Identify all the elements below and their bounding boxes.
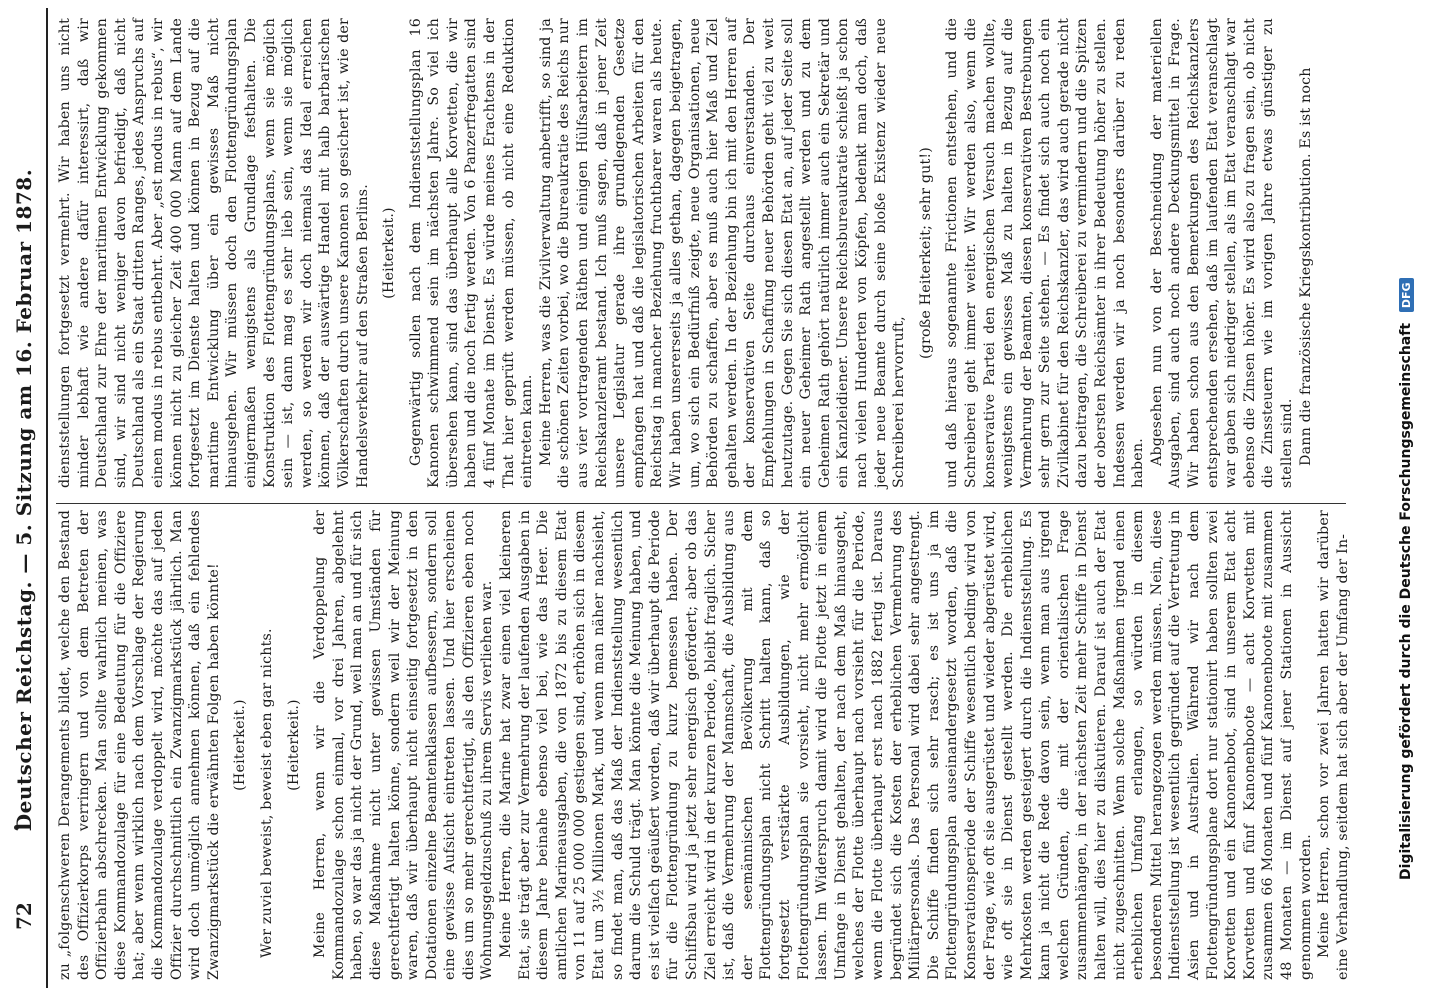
paragraph: Dann die französische Kriegskontribution. Es ist noch [1297,67,1314,466]
column-divider [56,503,1346,504]
paragraph: Meine Herren, was die Zivilverwaltung anbetrifft, so sind ja die schönen Zeiten vorbei, wo die Bureaukratie des Reichs nur aus vier vortragenden Räthen und einigen Hülfsarbeitern im Reichskanzleramt bestand. Ich muß sagen, daß in jener Zeit unsere Legislatur gerade ihre grundlegenden Gesetze empfangen hat und daß die legislatorischen Arbeiten für den Reichstag in mancher Beziehung fruchtbarer waren als heute. Wir haben unsererseits ja alles gethan, dagegen beigetragen, um, wo sich ein Bedürfniß zeigte, neue Organisationen, neue Behörden zu schaffen, aber es muß auch hier Maß und Ziel gehalten werden. In der Beziehung bin ich mit den Herren auf der konservativen Seite durchaus einverstanden. Der Empfehlungen in Schaffung neuer Behörden geht viel zu weit heutzutage. Gegen Sie sich diesen Etat an, auf jeder Seite soll ein neuer Geheimer Rath angestellt werden und zu dem Geheimen Rath gehört natürlich immer auch ein Sekretär und ein Kanzleidiener. Unsere Reichsbureaukratie schießt ja schon nach vielen Hunderten von Köpfen, bedenkt man doch, daß jeder neue Beamte durch seine bloße Existenz wieder neue Schreiberei hervorruft, [537,18,908,488]
paragraph: Meine Herren, die Marine hat zwar einen viel kleineren Etat, sie trägt aber zur Vermehrung der laufenden Ausgaben in diesem Jahre beinahe ebenso viel bei, wie das Heer. Die amtlichen Marineausgaben, die von 1872 bis zu diesem Etat von 11 auf 25 000 000 gestiegen sind, erhöhen sich in diesem Etat um 3½ Millionen Mark, und wenn man näher nachsieht, so findet man, daß das Maß der Indienststellung wesentlich darum die Schuld trägt. Man könnte die Meinung haben, und es ist vielfach geäußert worden, daß wir überhaupt die Periode für die Flottengründung zu kurz bemessen haben. Der Schiffsbau wird ja jetzt sehr energisch gefördert; aber ob das Ziel erreicht wird in der kurzen Periode, bleibt fraglich. Sicher ist, daß die Vermehrung der Mannschaft, die Ausbildung aus der seemännischen Bevölkerung mit dem Flottengründungsplan nicht Schritt halten kann, daß so fortgesetzt verstärkte Ausbildungen, wie der Flottengründungsplan sie vorsieht, nicht mehr ermöglicht lassen. Im Widerspruch damit wird die Flotte jetzt in einem Umfange in Dienst gehalten, der nach dem Maß hinausgeht, welches der Flotte überhaupt nach vorsieht für die Periode, wenn die Flotte überhaupt erst nach 1882 fertig ist. Daraus begründet sich die Kosten der erheblichen Vermehrung des Militärpersonals. Das Personal wird dabei sehr angestrengt. Die Schiffe finden sich sehr rasch; es ist uns ja im Flottengründungsplan auseinandergesetzt worden, daß die Konservationsperiode der Schiffe wesentlich bedingt wird von der Frage, wie oft sie ausgerüstet und wieder abgerüstet wird, wie oft sie in Dienst gestellt werden. Die erheblichen Mehrkosten werden gesteigert durch die Indienststellung. Es kann ja nicht die Rede davon sein, wenn man aus irgend welchen Gründen, die mit der orientalischen Frage zusammenhängen, in der nächsten Zeit mehr Schiffe in Dienst halten will, dies hier zu diskutieren. Darauf ist auch der Etat nicht zugeschnitten. Wenn solche Maßnahmen irgend einen erheblichen Umfang erlangen, so würden in diesem besonderen Mittel herangezogen werden müssen. Nein, diese Indienststellung ist wesentlich gegründet auf die Vertretung in Asien und in Australien. Während wir nach dem Flottengründungsplane dort nur stationirt haben sollten zwei Korvetten und ein Kanonenboot, sind in unserem Etat acht Korvetten und fünf Kanonenboote — acht Korvetten mit zusammen 66 Monaten und fünf Kanonenboote mit zusammen 48 Monaten — im Dienst auf jener Stationen in Aussicht genommen worden. [498,510,1314,980]
credit-text: Digitalisierung gefördert durch die Deutsche Forschungsgemeinschaft [1398,322,1414,880]
page-number: 72 [12,902,36,930]
paragraph: zu „folgenschweren Derangements bildet, welche den Bestand des Offizierkorps verringern und von dem Betreten der Offizierbahn abschrecken. Man sollte wahrlich meinen, was diese Kommandozulage für eine Bedeutung für die Offiziere hat; aber wenn wirklich nach dem Vorschlage der Regierung die Kommandozulage verdoppelt wird, möchte das auf jeden Offizier durchschnittlich ein Zwanzigmarkstück jährlich. Man wird doch unmöglich annehmen können, daß ein fehlendes Zwanzigmarkstück die erwähnten Folgen haben könnte! [57,510,222,980]
paragraph: Wer zuviel beweist, beweist eben gar nichts. [258,628,275,958]
page-title: Deutscher Reichstag. — 5. Sitzung am 16. Februar 1878. [12,168,36,832]
paragraph: Gegenwärtig sollen nach dem Indienststellungsplan 16 Kanonen schwimmend sein im nächsten Jahre. So viel ich übersehen kann, sind das überhaupt alle Korvetten, die wir haben und die noch fertig werden. Von 6 Panzerfregatten sind 4 fünf Monate im Dienst. Es würde meines Erachtens in der That hier geprüft werden müssen, ob nicht eine Reduktion eintreten kann. [407,18,536,488]
header-rule [46,8,48,988]
paragraph: und daß hieraus sogenannte Frictionen entstehen, und die Schreiberei geht immer weiter. Wir werden also, wenn die konservative Partei den energischen Versuch machen wollte, wenigstens ein gewisses Maß zu halten in Bezug auf die Vermehrung der Beamten, diesen konservativen Bestrebungen sehr gern zur Seite stehen. — Es findet sich auch noch ein Zivilkabinet für den Reichskanzler, das wird auch gerade nicht dazu beitragen, die Schreiberei zu vermindern und die Spitzen der obersten Reichsämter in ihrer Bedeutung höher zu stellen. Indessen werden wir ja noch besonders darüber zu reden haben. [944,18,1147,488]
applause-note: (Heiterkeit.) [285,699,302,791]
paragraph: dienststellungen fortgesetzt vermehrt. Wir haben uns nicht minder lebhaft wie andere dafür interessirt, daß wir Deutschland zur Ehre der maritimen Entwicklung gekommen sind, wir sind nicht weniger davon befriedigt, daß nicht Deutschland als ein Staat dritten Ranges, jedes Anspruchs auf einen modus in rebus entbehrt. Aber „est modus in rebus“, wir können nicht zu gleicher Zeit 400 000 Mann auf dem Lande fortgesetzt im Dienste halten und können in Bezug auf die maritime Entwicklung über ein gewisses Maß nicht hinausgehen. Wir müssen doch den Flottengründungsplan einigermaßen wenigstens als Grundlage festhalten. Die Konstruktion des Flottengründungsplans, wenn sie möglich sein — ist, dann mag es sehr lieb sein, wenn sie möglich werden, so werden wir doch niemals das Ideal erreichen können, daß der auswärtige Handel mit halb barbarischen Völkerschaften durch unsere Kanonen so gesichert ist, wie der Handelsverkehr auf den Straßen Berlins. [57,18,371,488]
left-column [56,510,1351,980]
right-column [56,18,1346,488]
paragraph: Meine Herren, wenn wir die Verdoppelung der Kommandozulage schon einmal, vor drei Jahren, abgelehnt haben, so war das ja nicht der Grund, weil man an und für sich diese Maßnahme nicht unter gewissen Umständen für gerechtfertigt halten könne, sondern weil wir der Meinung waren, daß wir überhaupt nicht einseitig fortgesetzt in den Dotationen einzelne Beamtenklassen aufbessern, sondern soll eine gewisse Aufsicht eintreten lassen. Und hier erscheinen dies um so mehr gerechtfertigt, als den Offizieren eben noch Wohnungsgeldzuschuß zu ihrem Servis verliehen war. [312,510,496,980]
page-header [6,0,44,1000]
digitization-credit [1398,40,1414,880]
applause-note: (Heiterkeit.) [381,207,398,299]
applause-note: (Heiterkeit.) [232,699,249,791]
dfg-logo: DFG [1399,278,1414,312]
paragraph: Meine Herren, schon vor zwei Jahren hatten wir darüber eine Verhandlung, seitdem hat sich aber der Umfang der In- [1316,510,1351,980]
applause-note: (große Heiterkeit; sehr gut!) [917,146,934,360]
paragraph: Abgesehen nun von der Beschneidung der materiellen Ausgaben, sind auch noch andere Deckungsmittel in Frage. Wir haben schon aus den Bemerkungen des Reichskanzlers entsprechenden ersehen, daß im laufenden Etat veranschlagt war gaben sich niedriger stellen, als im Etat veranschlagt war ebenso die Zinsen höher. Es wird also zu fragen sein, ob nicht die Zinssteuern wie im vorigen Jahre etwas günstiger zu stellen sind. [1148,18,1295,488]
